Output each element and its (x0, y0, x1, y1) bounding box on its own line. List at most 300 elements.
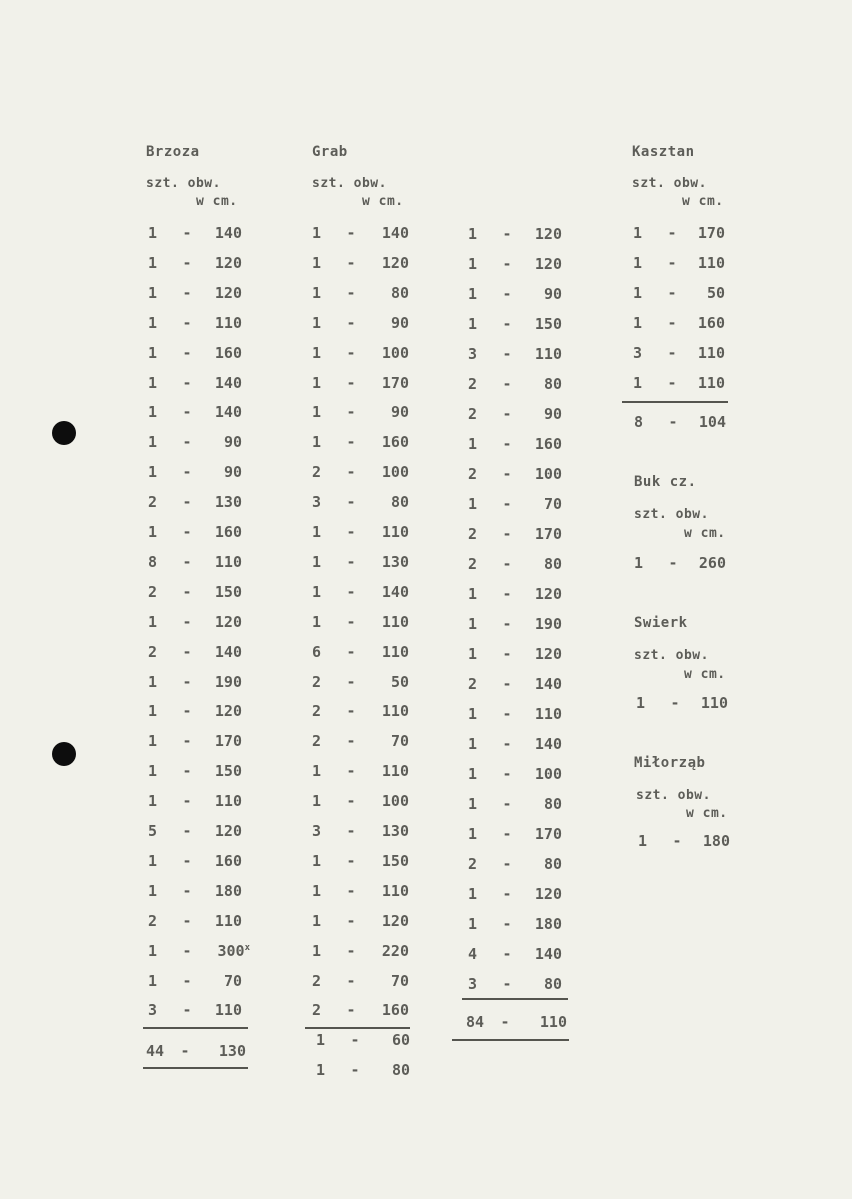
punch-hole-lower (52, 742, 76, 766)
column-header-cm: w cm. (686, 806, 728, 821)
dash: - (346, 373, 356, 392)
girth-value: 100 (381, 463, 409, 482)
girth-value: 110 (697, 374, 725, 392)
count-cell: 1 (148, 612, 158, 631)
girth-value: 110 (381, 612, 409, 631)
girth-cell (215, 553, 242, 571)
dash: - (346, 881, 356, 900)
girth-value: 110 (381, 881, 409, 900)
girth-value: 120 (381, 911, 409, 930)
girth-value: 140 (381, 582, 409, 601)
count-cell: 1 (312, 911, 322, 930)
girth-cell (535, 705, 562, 723)
table-row (148, 553, 242, 573)
girth-value: 110 (700, 694, 728, 712)
table-row (468, 765, 562, 785)
dash: - (346, 762, 356, 781)
girth-cell (215, 523, 242, 541)
girth-cell (544, 555, 562, 573)
count-cell: 1 (468, 435, 478, 453)
dash: - (346, 702, 356, 721)
table-row (312, 224, 409, 244)
table-row (312, 792, 409, 812)
girth-value: 260 (698, 554, 726, 572)
dash: - (502, 345, 512, 363)
table-row (312, 374, 409, 394)
count-cell: 2 (148, 642, 158, 661)
table-row (468, 525, 562, 545)
girth-cell (382, 1001, 409, 1019)
column-title: Kasztan (632, 144, 695, 160)
girth-cell (215, 822, 242, 840)
girth-value: 180 (702, 832, 730, 850)
girth-value: 100 (534, 465, 562, 483)
dash: - (346, 732, 356, 751)
girth-value: 110 (534, 705, 562, 723)
count-cell: 1 (468, 495, 478, 513)
dash: - (667, 344, 677, 362)
column-header-units: szt. obw. (146, 176, 221, 191)
count-cell: 6 (312, 642, 322, 661)
girth-value: 170 (697, 224, 725, 242)
girth-value: 80 (390, 493, 409, 512)
count-cell: 1 (312, 224, 322, 242)
table-row (148, 254, 242, 274)
count-cell: 1 (468, 315, 478, 333)
table-row (148, 702, 242, 722)
girth-value: 110 (381, 642, 409, 661)
count-cell: 1 (148, 702, 158, 721)
table-row (312, 912, 409, 932)
dash: - (182, 552, 192, 571)
count-cell: 2 (468, 855, 478, 873)
dash: - (182, 1001, 192, 1020)
table-row (468, 855, 562, 875)
count-cell: 1 (148, 971, 158, 990)
girth-value: 190 (214, 672, 242, 691)
girth-cell (215, 254, 242, 272)
table-row (148, 1001, 242, 1021)
girth-value: 100 (534, 765, 562, 783)
girth-value: 160 (381, 433, 409, 452)
table-row (148, 792, 242, 812)
dash: - (667, 314, 677, 332)
girth-cell (535, 915, 562, 933)
count-cell: 1 (148, 792, 158, 811)
girth-value: 170 (534, 525, 562, 543)
table-row (633, 374, 725, 394)
count-cell: 2 (468, 405, 478, 423)
total-underline (143, 1067, 248, 1069)
table-row (468, 555, 562, 575)
girth-cell (382, 942, 409, 960)
girth-cell (215, 792, 242, 810)
table-row (468, 345, 562, 365)
table-row (312, 972, 409, 992)
dash: - (502, 465, 512, 483)
girth-value: 70 (543, 495, 562, 513)
dash: - (346, 493, 356, 512)
table-row (148, 463, 242, 483)
girth-value: 160 (214, 343, 242, 362)
count-cell: 1 (312, 373, 322, 392)
count-cell: 1 (148, 283, 158, 302)
dash: - (182, 702, 192, 721)
girth-cell (535, 615, 562, 633)
girth-cell (382, 822, 409, 840)
girth-value: 80 (543, 855, 562, 873)
column-header-cm: w cm. (682, 194, 724, 209)
dash: - (502, 285, 512, 303)
table-row (312, 403, 409, 423)
dash: - (346, 283, 356, 302)
table-row (148, 822, 242, 842)
count-cell: 2 (148, 911, 158, 930)
dash: - (182, 224, 192, 242)
girth-cell (382, 613, 409, 631)
count-cell: 1 (638, 832, 648, 850)
girth-cell (382, 912, 409, 930)
table-row (148, 732, 242, 752)
girth-value: 110 (697, 344, 725, 362)
girth-value: 90 (223, 433, 242, 452)
count-cell: 1 (468, 765, 478, 783)
table-row (312, 254, 409, 274)
table-row (468, 375, 562, 395)
girth-value: 80 (391, 1061, 410, 1079)
table-row (148, 643, 242, 663)
girth-cell (215, 403, 242, 421)
girth-value: 100 (381, 343, 409, 362)
count-cell: 1 (468, 705, 478, 723)
girth-cell (391, 732, 409, 750)
dash: - (346, 582, 356, 601)
dash: - (502, 945, 512, 963)
girth-value: 150 (214, 762, 242, 781)
girth-cell (382, 463, 409, 481)
dash: - (672, 832, 682, 850)
table-row (312, 702, 409, 722)
girth-value: 80 (543, 375, 562, 393)
girth-cell (382, 374, 409, 392)
girth-cell (391, 493, 409, 511)
girth-cell (215, 882, 242, 900)
count-cell: 2 (468, 465, 478, 483)
girth-cell (544, 975, 562, 993)
dash: - (182, 911, 192, 930)
table-row (312, 762, 409, 782)
table-row (148, 583, 242, 603)
dash: - (182, 822, 192, 840)
count-cell: 2 (312, 1001, 322, 1020)
girth-cell (535, 825, 562, 843)
count-cell: 2 (468, 555, 478, 573)
girth-value: 90 (390, 403, 409, 422)
girth-value: 110 (214, 313, 242, 332)
table-row (148, 344, 242, 364)
column-header-cm: w cm. (196, 194, 238, 209)
girth-cell (535, 315, 562, 333)
dash: - (502, 405, 512, 423)
girth-cell (215, 912, 242, 930)
table-row (468, 435, 562, 455)
table-row (148, 673, 242, 693)
count-cell: 1 (312, 612, 322, 631)
dash: - (346, 253, 356, 272)
dash: - (182, 851, 192, 870)
dash: - (182, 253, 192, 272)
table-row (316, 1031, 410, 1051)
table-row (468, 675, 562, 695)
dash: - (182, 612, 192, 631)
girth-cell (224, 463, 242, 481)
girth-cell (535, 345, 562, 363)
dash: - (350, 1031, 360, 1049)
table-row (312, 583, 409, 603)
table-row (312, 882, 409, 902)
table-row (633, 254, 725, 274)
girth-cell (698, 374, 725, 392)
count-cell: 1 (633, 254, 643, 272)
table-row (316, 1061, 410, 1081)
table-row (148, 403, 242, 423)
table-row (312, 942, 409, 962)
table-row (312, 852, 409, 872)
table-row (148, 852, 242, 872)
girth-cell (544, 405, 562, 423)
girth-value: 90 (390, 313, 409, 332)
dash: - (502, 675, 512, 693)
table-row (468, 795, 562, 815)
table-row (148, 433, 242, 453)
table-row (468, 645, 562, 665)
table-row (633, 314, 725, 334)
dash: - (346, 552, 356, 571)
column-title: Buk cz. (634, 474, 697, 490)
table-row (148, 762, 242, 782)
total-row: 44 - 130 (146, 1042, 246, 1060)
girth-cell (698, 314, 725, 332)
table-row (468, 255, 562, 275)
girth-value: 300 (217, 941, 245, 960)
count-cell: 1 (312, 792, 322, 811)
dash: - (667, 374, 677, 392)
count-cell: 1 (148, 463, 158, 482)
table-row (148, 972, 242, 992)
column-header-units: szt. obw. (632, 176, 707, 191)
girth-cell (215, 852, 242, 870)
count-cell: 1 (468, 615, 478, 633)
table-row (148, 941, 250, 962)
count-cell: 1 (636, 694, 646, 712)
column-header-units: szt. obw. (312, 176, 387, 191)
girth-cell (224, 433, 242, 451)
table-row (468, 735, 562, 755)
table-row (312, 643, 409, 663)
girth-value: 50 (706, 284, 725, 302)
punch-hole-upper (52, 421, 76, 445)
dash: - (182, 672, 192, 691)
footnote-mark: x (244, 942, 250, 953)
table-row (468, 885, 562, 905)
dash: - (502, 825, 512, 843)
girth-cell (535, 765, 562, 783)
dash: - (502, 705, 512, 723)
dash: - (346, 851, 356, 870)
girth-value: 110 (381, 523, 409, 541)
dash: - (182, 971, 192, 990)
girth-value: 120 (214, 702, 242, 721)
girth-value: 120 (534, 645, 562, 663)
count-cell: 2 (312, 732, 322, 751)
girth-value: 140 (534, 735, 562, 753)
count-cell: 1 (312, 552, 322, 571)
table-row (468, 225, 562, 245)
girth-value: 90 (223, 463, 242, 482)
girth-value: 160 (214, 851, 242, 870)
count-cell: 1 (312, 523, 322, 541)
column-header-units: szt. obw. (636, 788, 711, 803)
dash: - (502, 765, 512, 783)
dash: - (346, 403, 356, 422)
girth-value: 130 (381, 822, 409, 840)
table-row (468, 465, 562, 485)
table-row (312, 822, 409, 842)
girth-value: 140 (214, 403, 242, 422)
girth-value: 140 (214, 224, 242, 242)
girth-cell (535, 645, 562, 663)
table-row (148, 882, 242, 902)
girth-cell (391, 403, 409, 421)
girth-cell (391, 673, 409, 691)
table-row (312, 523, 409, 543)
dash: - (502, 795, 512, 813)
table-row (468, 915, 562, 935)
dash: - (502, 585, 512, 603)
column-header-cm: w cm. (684, 667, 726, 682)
girth-cell (382, 553, 409, 571)
dash: - (346, 792, 356, 811)
girth-cell (391, 314, 409, 332)
total-underline (452, 1039, 569, 1041)
girth-value: 130 (214, 493, 242, 512)
girth-cell (544, 375, 562, 393)
dash: - (346, 463, 356, 482)
count-cell: 1 (148, 762, 158, 781)
girth-value: 150 (214, 582, 242, 601)
dash: - (667, 284, 677, 302)
sum-rule (305, 1027, 410, 1029)
girth-value: 100 (381, 792, 409, 811)
dash: - (182, 792, 192, 811)
count-cell: 1 (312, 582, 322, 601)
girth-cell (698, 224, 725, 242)
count-cell: 1 (468, 225, 478, 243)
girth-value: 160 (381, 1001, 409, 1020)
girth-cell (392, 1031, 410, 1049)
table-row (633, 344, 725, 364)
dash: - (182, 463, 192, 482)
dash: - (182, 642, 192, 661)
girth-value: 120 (534, 255, 562, 273)
dash: - (182, 762, 192, 781)
table-row (312, 433, 409, 453)
count-cell: 2 (312, 971, 322, 990)
table-row (468, 705, 562, 725)
count-cell: 1 (468, 645, 478, 663)
table-row (638, 832, 730, 852)
dash: - (182, 433, 192, 452)
dash: - (346, 971, 356, 990)
table-row (312, 553, 409, 573)
dash: - (502, 255, 512, 273)
table-row (148, 613, 242, 633)
count-cell: 2 (312, 463, 322, 482)
girth-value: 90 (543, 285, 562, 303)
count-cell: 2 (468, 375, 478, 393)
table-row (148, 912, 242, 932)
dash: - (502, 735, 512, 753)
count-cell: 1 (468, 915, 478, 933)
count-cell: 8 (148, 552, 158, 571)
table-row (468, 405, 562, 425)
girth-value: 110 (697, 254, 725, 272)
dash: - (502, 315, 512, 333)
dash: - (502, 615, 512, 633)
girth-value: 140 (214, 642, 242, 661)
girth-value: 160 (214, 523, 242, 541)
sum-rule (143, 1027, 248, 1029)
girth-cell (698, 344, 725, 362)
dash: - (182, 283, 192, 302)
girth-cell (382, 433, 409, 451)
count-cell: 1 (148, 881, 158, 900)
girth-cell (391, 284, 409, 302)
girth-cell (544, 795, 562, 813)
count-cell: 2 (468, 675, 478, 693)
dash: - (182, 343, 192, 362)
dash: - (670, 694, 680, 712)
count-cell: 2 (312, 672, 322, 691)
count-cell: 1 (148, 224, 158, 242)
count-cell: 1 (468, 795, 478, 813)
count-cell: 1 (148, 433, 158, 452)
dash: - (502, 555, 512, 573)
count-cell: 1 (312, 851, 322, 870)
dash: - (346, 911, 356, 930)
dash: - (668, 554, 678, 572)
count-cell: 1 (148, 732, 158, 751)
dash: - (502, 975, 512, 993)
girth-cell (699, 554, 726, 572)
girth-value: 50 (390, 672, 409, 691)
table-row (148, 523, 242, 543)
girth-value: 110 (534, 345, 562, 363)
girth-cell (382, 882, 409, 900)
dash: - (182, 373, 192, 392)
dash: - (346, 941, 356, 960)
girth-cell (215, 314, 242, 332)
girth-value: 110 (214, 552, 242, 571)
girth-cell (215, 344, 242, 362)
dash: - (346, 672, 356, 691)
girth-cell (535, 435, 562, 453)
girth-value: 70 (390, 971, 409, 990)
girth-value: 170 (381, 373, 409, 392)
count-cell: 3 (312, 493, 322, 512)
girth-value: 110 (214, 911, 242, 930)
table-row (312, 284, 409, 304)
